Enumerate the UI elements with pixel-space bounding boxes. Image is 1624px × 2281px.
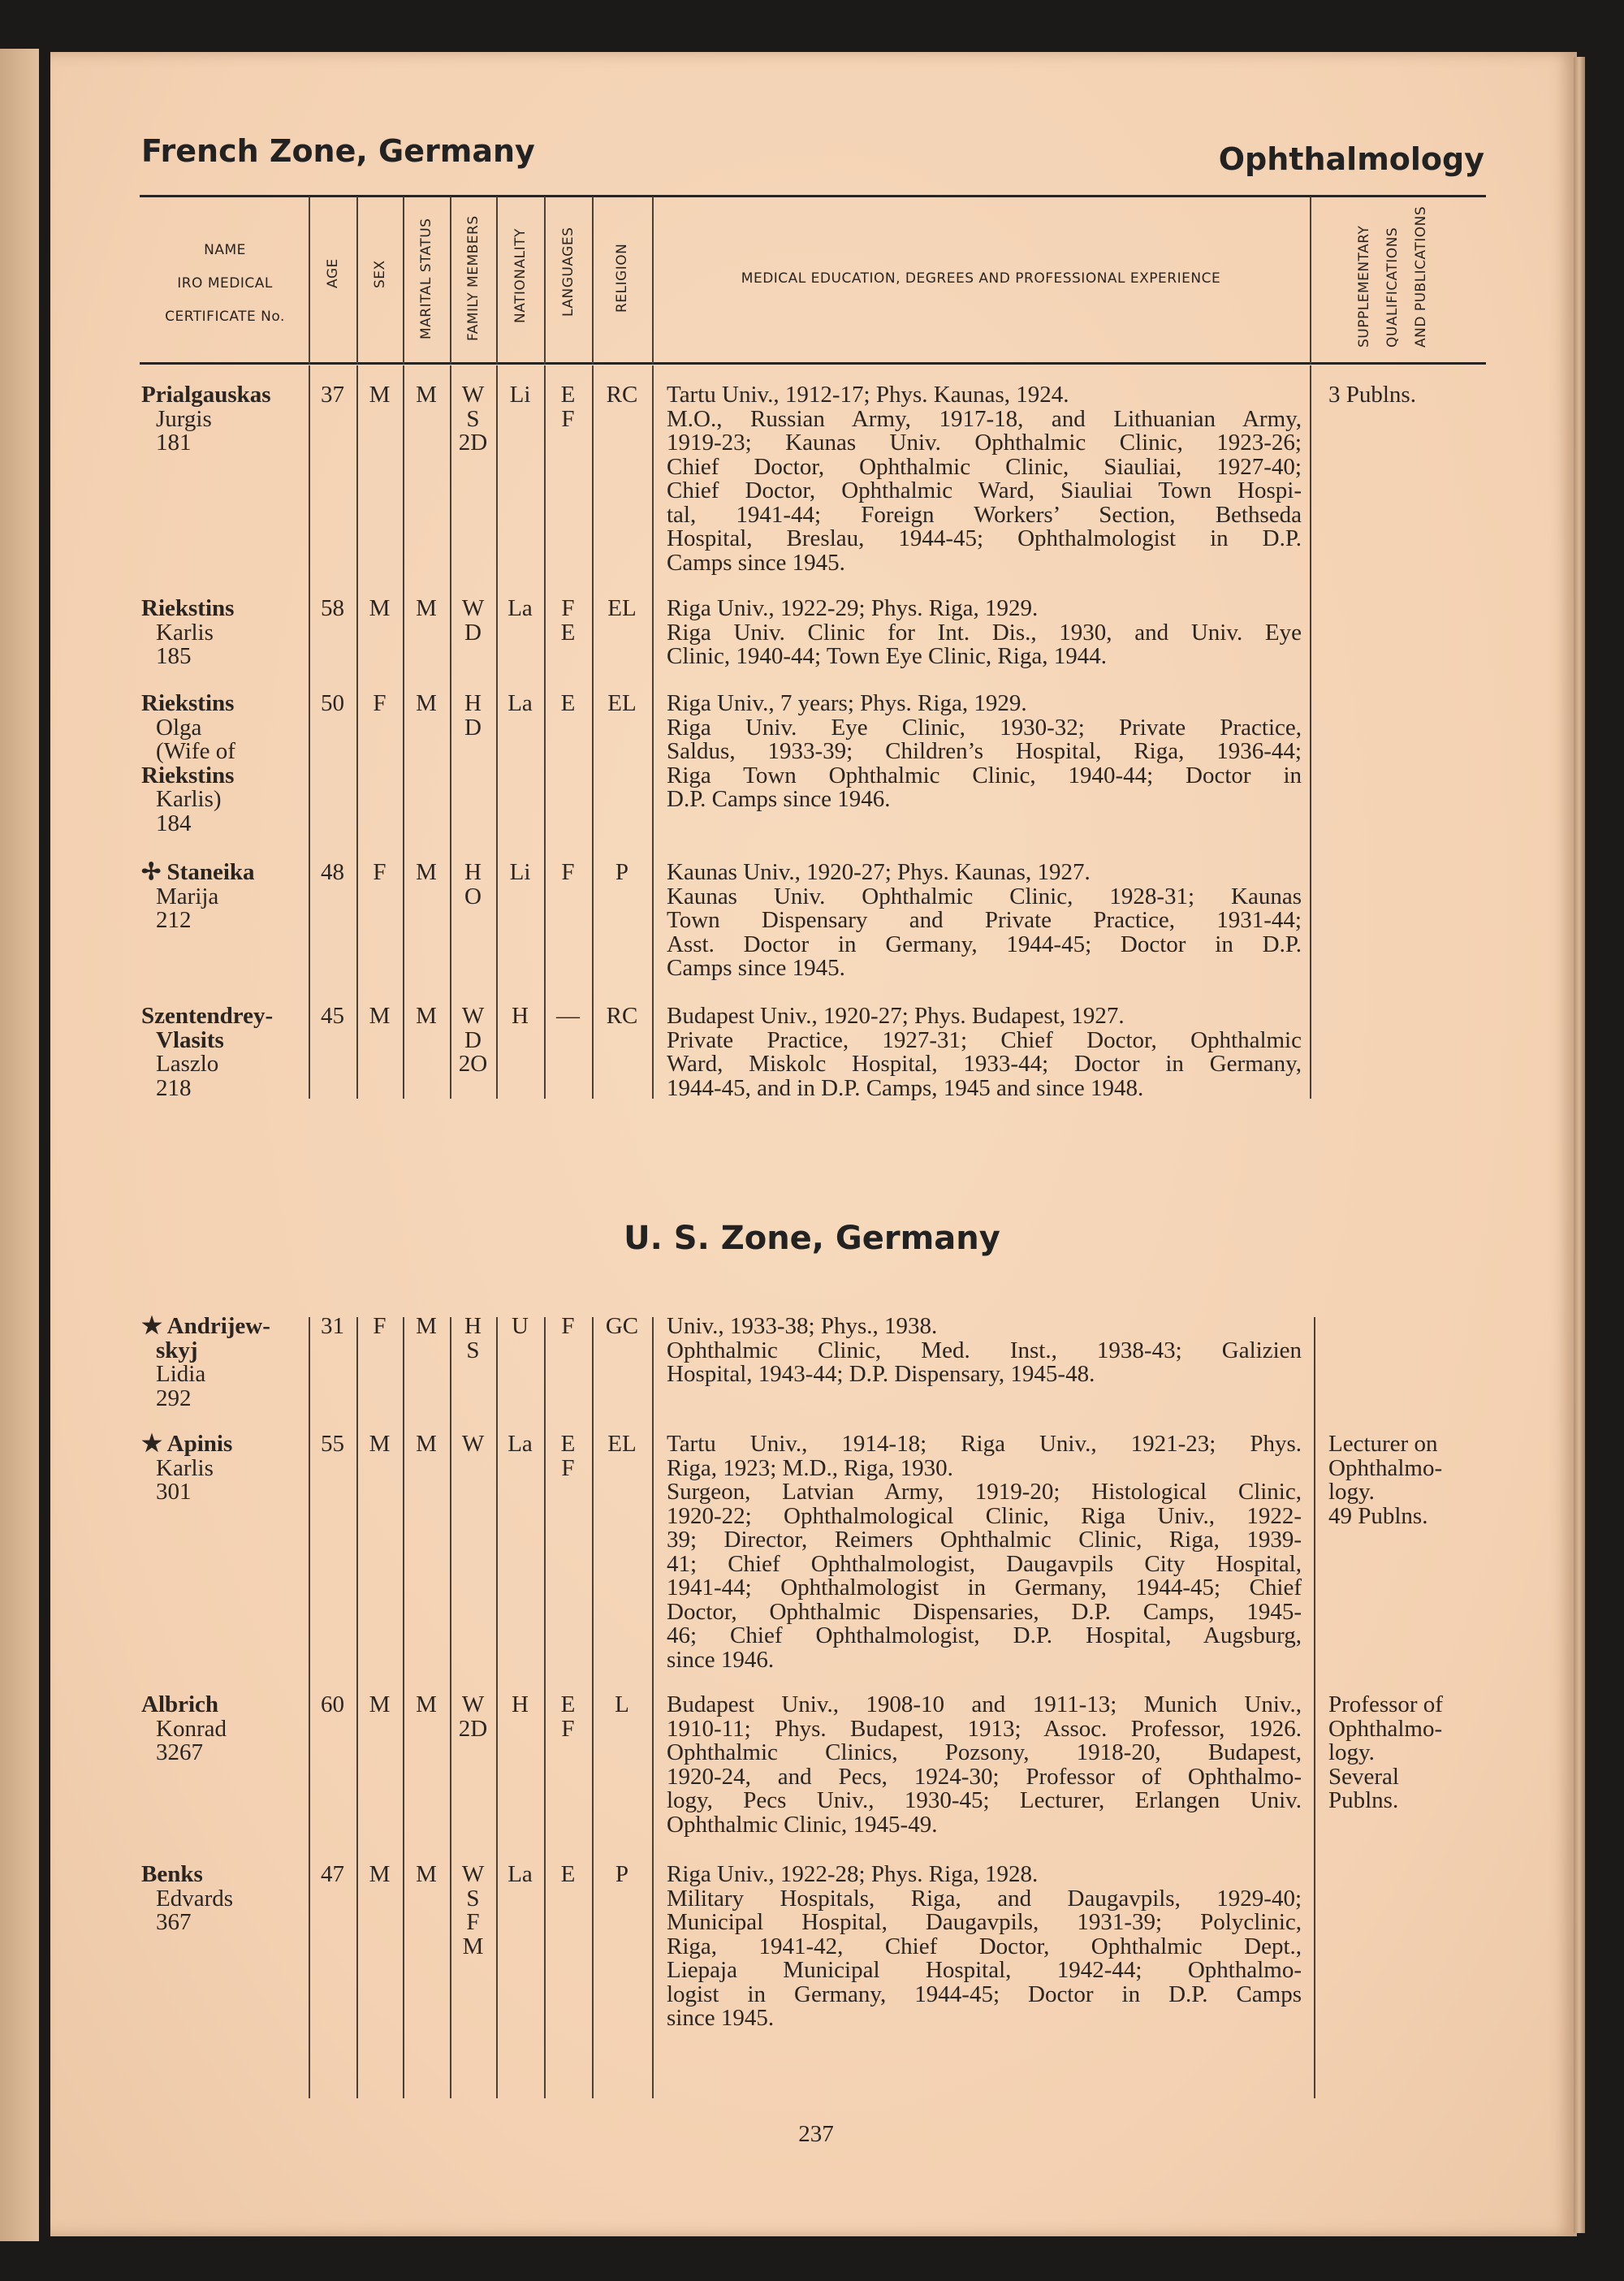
marital-value: M xyxy=(416,382,437,408)
languages-value: E xyxy=(560,690,576,716)
age-cell xyxy=(309,692,356,716)
description-line: Doctor, Ophthalmic Dispensaries, D.P. Camps, 1945- xyxy=(667,1598,1302,1625)
sex-cell xyxy=(356,1004,403,1029)
description-line: Chief Doctor, Ophthalmic Clinic, Siauliai, 1927-40; xyxy=(667,453,1302,480)
name-line: 185 xyxy=(156,643,192,669)
column-divider xyxy=(309,365,310,1099)
description-line: 1920-24, and Pecs, 1924-30; Professor of Ophthalmo- xyxy=(667,1763,1302,1790)
nationality-value: Li xyxy=(509,859,531,885)
column-divider xyxy=(592,197,594,364)
name-line: Karlis xyxy=(156,619,214,646)
description-line: Private Practice, 1927-31; Chief Doctor, Ophthalmic xyxy=(667,1026,1302,1053)
description-line: Hospital, Breslau, 1944-45; Ophthalmologist in D.P. xyxy=(667,525,1302,551)
languages-cell xyxy=(544,692,592,716)
family-value: W xyxy=(461,1861,485,1887)
religion-value: EL xyxy=(607,690,637,716)
description-line: Riga Univ., 1922-29; Phys. Riga, 1929. xyxy=(667,595,1039,621)
surname: Riekstins xyxy=(141,762,235,788)
marital-value: M xyxy=(416,1003,437,1029)
marital-value: M xyxy=(416,1861,437,1887)
nationality-value: La xyxy=(508,595,533,621)
nationality-cell xyxy=(496,861,544,885)
age-value: 55 xyxy=(321,1431,344,1457)
religion-cell xyxy=(592,692,652,716)
column-divider xyxy=(1314,1317,1315,2098)
description-line: Riga Univ., 1922-28; Phys. Riga, 1928. xyxy=(667,1861,1039,1887)
name-line: Karlis xyxy=(156,1454,214,1481)
supplementary-line: logy. xyxy=(1328,1739,1375,1765)
name-cell xyxy=(141,1004,309,1100)
name-cell xyxy=(141,861,309,933)
nationality-cell xyxy=(496,1315,544,1339)
nationality-cell xyxy=(496,692,544,716)
name-line: Karlis) xyxy=(156,786,222,812)
nationality-cell xyxy=(496,383,544,408)
family-value: 2O xyxy=(458,1051,488,1077)
name-line: 184 xyxy=(156,810,192,836)
religion-cell xyxy=(592,1315,652,1339)
description-line: logist in Germany, 1944-45; Doctor in D.P. Camps xyxy=(667,1981,1302,2007)
nationality-value: La xyxy=(508,690,533,716)
marital-cell xyxy=(403,692,450,716)
supplementary-line: Ophthalmo- xyxy=(1328,1715,1443,1742)
column-divider xyxy=(652,1317,654,2098)
description-line: Asst. Doctor in Germany, 1944-45; Doctor in D.P. xyxy=(667,931,1302,957)
family-value: W xyxy=(461,1691,485,1717)
column-header-name-line: CERTIFICATE No. xyxy=(165,309,285,325)
surname: Szentendrey- xyxy=(141,1003,274,1029)
family-cell xyxy=(450,1863,496,1959)
supplementary-cell xyxy=(1328,1693,1491,1813)
religion-value: EL xyxy=(607,1431,637,1457)
description-line: 1941-44; Ophthalmologist in Germany, 1944-45; Chief xyxy=(667,1575,1302,1601)
column-divider xyxy=(403,365,404,1099)
surname: Riekstins xyxy=(141,595,235,621)
marital-value: M xyxy=(416,690,437,716)
name-line: Lidia xyxy=(156,1361,206,1387)
sex-cell xyxy=(356,1693,403,1717)
description-line: D.P. Camps since 1946. xyxy=(667,786,891,812)
surname: skyj xyxy=(156,1337,198,1363)
age-value: 60 xyxy=(321,1691,344,1717)
sex-cell xyxy=(356,1863,403,1887)
family-value: H xyxy=(464,859,482,885)
running-header-left: French Zone, Germany xyxy=(141,133,535,169)
description-cell xyxy=(667,692,1302,812)
description-line: Riga Univ. Clinic for Int. Dis., 1930, and Univ. Eye xyxy=(667,619,1302,646)
languages-value: E xyxy=(560,1431,576,1457)
age-cell xyxy=(309,861,356,885)
description-line: logy, Pecs Univ., 1930-45; Lecturer, Erlangen Univ. xyxy=(667,1787,1302,1813)
column-header-supplementary-1: SUPPLEMENTARY xyxy=(1356,225,1372,348)
marital-value: M xyxy=(416,595,437,621)
languages-cell xyxy=(544,861,592,885)
languages-value: F xyxy=(561,1313,575,1339)
marital-value: M xyxy=(416,1313,437,1339)
surname: ★ Apinis xyxy=(141,1431,233,1457)
description-line: Town Dispensary and Private Practice, 1931-44; xyxy=(667,907,1302,933)
column-header-name-line: IRO MEDICAL xyxy=(177,275,273,292)
sex-cell xyxy=(356,383,403,408)
name-cell xyxy=(141,1432,309,1505)
religion-cell xyxy=(592,383,652,408)
column-divider xyxy=(356,365,358,1099)
column-header-name xyxy=(141,234,309,334)
family-cell xyxy=(450,597,496,645)
description-line: Municipal Hospital, Daugavpils, 1931-39; Polyclinic, xyxy=(667,1909,1302,1935)
marital-cell xyxy=(403,1432,450,1457)
description-line: 39; Director, Reimers Ophthalmic Clinic, Riga, 1939- xyxy=(667,1527,1302,1553)
languages-value: F xyxy=(561,1715,575,1742)
languages-value: E xyxy=(560,1861,576,1887)
nationality-cell xyxy=(496,1863,544,1887)
religion-value: GC xyxy=(605,1313,639,1339)
supplementary-cell xyxy=(1328,383,1491,408)
family-value: 2D xyxy=(458,430,488,456)
sex-value: F xyxy=(373,690,387,716)
surname: Albrich xyxy=(141,1691,219,1717)
age-cell xyxy=(309,597,356,621)
languages-cell xyxy=(544,597,592,645)
name-line: Marija xyxy=(156,883,219,909)
page-number: 237 xyxy=(798,2121,834,2147)
column-divider xyxy=(309,197,310,364)
sex-value: M xyxy=(369,1861,391,1887)
description-line: Budapest Univ., 1920-27; Phys. Budapest, 1927. xyxy=(667,1003,1125,1029)
languages-cell xyxy=(544,1432,592,1480)
column-divider xyxy=(450,197,451,364)
supplementary-line: logy. xyxy=(1328,1479,1375,1505)
previous-page-edge xyxy=(0,49,39,2241)
marital-cell xyxy=(403,1693,450,1717)
age-cell xyxy=(309,1863,356,1887)
marital-cell xyxy=(403,383,450,408)
religion-cell xyxy=(592,1432,652,1457)
description-line: 46; Chief Ophthalmologist, D.P. Hospital, Augsburg, xyxy=(667,1622,1302,1648)
name-line: Jurgis xyxy=(156,405,212,432)
sex-value: M xyxy=(369,382,391,408)
sex-cell xyxy=(356,1432,403,1457)
description-line: Ophthalmic Clinics, Pozsony, 1918-20, Budapest, xyxy=(667,1739,1302,1765)
description-line: 1910-11; Phys. Budapest, 1913; Assoc. Professor, 1926. xyxy=(667,1715,1302,1742)
nationality-cell xyxy=(496,597,544,621)
column-header-rule xyxy=(140,362,1486,365)
description-line: Chief Doctor, Ophthalmic Ward, Siauliai Town Hospi- xyxy=(667,477,1302,503)
column-divider xyxy=(652,197,654,364)
surname: ★ Andrijew- xyxy=(141,1313,270,1339)
supplementary-line: 3 Publns. xyxy=(1328,382,1416,408)
surname: Riekstins xyxy=(141,690,235,716)
name-line: (Wife of xyxy=(156,738,235,764)
age-cell xyxy=(309,383,356,408)
sex-value: M xyxy=(369,1003,391,1029)
column-divider xyxy=(544,197,546,364)
name-line: 181 xyxy=(156,430,192,456)
header-rule xyxy=(140,195,1486,197)
religion-value: RC xyxy=(606,382,638,408)
description-line: Univ., 1933-38; Phys., 1938. xyxy=(667,1313,938,1339)
marital-cell xyxy=(403,861,450,885)
sex-cell xyxy=(356,1315,403,1339)
family-value: D xyxy=(464,619,482,646)
column-divider xyxy=(356,197,358,364)
description-cell xyxy=(667,597,1302,669)
family-cell xyxy=(450,1432,496,1457)
family-value: D xyxy=(464,1026,482,1053)
languages-cell xyxy=(544,1004,592,1029)
name-cell xyxy=(141,1693,309,1765)
description-cell xyxy=(667,861,1302,981)
name-line: 367 xyxy=(156,1909,192,1935)
family-value: W xyxy=(461,1003,485,1029)
family-value: 2D xyxy=(458,1715,488,1742)
supplementary-line: Ophthalmo- xyxy=(1328,1454,1443,1481)
description-line: Surgeon, Latvian Army, 1919-20; Histological Clinic, xyxy=(667,1479,1302,1505)
religion-value: P xyxy=(615,859,629,885)
nationality-cell xyxy=(496,1693,544,1717)
sex-value: F xyxy=(373,859,387,885)
description-line: Camps since 1945. xyxy=(667,549,845,576)
column-header-supplementary-3: AND PUBLICATIONS xyxy=(1413,205,1429,348)
column-divider xyxy=(403,197,404,364)
description-cell xyxy=(667,383,1302,575)
name-line: 292 xyxy=(156,1385,192,1411)
column-header-sex: SEX xyxy=(372,260,388,288)
description-line: Kaunas Univ., 1920-27; Phys. Kaunas, 1927. xyxy=(667,859,1091,885)
family-cell xyxy=(450,692,496,740)
description-cell xyxy=(667,1315,1302,1387)
age-cell xyxy=(309,1693,356,1717)
family-value: H xyxy=(464,690,482,716)
languages-cell xyxy=(544,1693,592,1741)
name-line: 301 xyxy=(156,1479,192,1505)
description-line: Tartu Univ., 1914-18; Riga Univ., 1921-23; Phys. xyxy=(667,1431,1302,1457)
religion-cell xyxy=(592,861,652,885)
description-line: M.O., Russian Army, 1917-18, and Lithuanian Army, xyxy=(667,405,1302,432)
name-line: Laszlo xyxy=(156,1051,219,1077)
family-cell xyxy=(450,383,496,456)
family-value: F xyxy=(466,1909,480,1935)
sex-cell xyxy=(356,597,403,621)
sex-value: M xyxy=(369,1431,391,1457)
description-line: Riga Town Ophthalmic Clinic, 1940-44; Doctor in xyxy=(667,762,1302,788)
column-header-religion: RELIGION xyxy=(614,243,630,313)
family-value: W xyxy=(461,1431,485,1457)
family-value: S xyxy=(466,1885,480,1912)
family-value: W xyxy=(461,382,485,408)
languages-value: F xyxy=(561,859,575,885)
sex-value: F xyxy=(373,1313,387,1339)
description-line: Riga, 1941-42, Chief Doctor, Ophthalmic Dept., xyxy=(667,1933,1302,1959)
religion-cell xyxy=(592,597,652,621)
languages-cell xyxy=(544,1863,592,1887)
marital-cell xyxy=(403,1863,450,1887)
column-header-description: MEDICAL EDUCATION, DEGREES AND PROFESSIONAL EXPERIENCE xyxy=(741,270,1221,287)
description-line: 1944-45, and in D.P. Camps, 1945 and since 1948. xyxy=(667,1074,1144,1101)
description-line: Ophthalmic Clinic, 1945-49. xyxy=(667,1811,938,1838)
supplementary-line: Several xyxy=(1328,1763,1399,1790)
sex-cell xyxy=(356,692,403,716)
name-line: Edvards xyxy=(156,1885,234,1912)
religion-value: L xyxy=(615,1691,629,1717)
column-divider xyxy=(496,365,498,1099)
description-line: Ophthalmic Clinic, Med. Inst., 1938-43; Galizien xyxy=(667,1337,1302,1363)
marital-cell xyxy=(403,597,450,621)
description-line: Liepaja Municipal Hospital, 1942-44; Ophthalmo- xyxy=(667,1957,1302,1983)
name-cell xyxy=(141,383,309,456)
description-line: Clinic, 1940-44; Town Eye Clinic, Riga, 1944. xyxy=(667,643,1107,669)
column-divider xyxy=(652,365,654,1099)
description-line: Riga, 1923; M.D., Riga, 1930. xyxy=(667,1454,953,1481)
name-line: 3267 xyxy=(156,1739,203,1765)
description-line: Camps since 1945. xyxy=(667,955,845,981)
description-line: Budapest Univ., 1908-10 and 1911-13; Munich Univ., xyxy=(667,1691,1302,1717)
supplementary-line: 49 Publns. xyxy=(1328,1502,1428,1529)
family-value: O xyxy=(464,883,482,909)
column-divider xyxy=(592,365,594,1099)
description-line: Tartu Univ., 1912-17; Phys. Kaunas, 1924. xyxy=(667,382,1069,408)
name-cell xyxy=(141,1863,309,1935)
age-value: 48 xyxy=(321,859,344,885)
description-line: Hospital, 1943-44; D.P. Dispensary, 1945-48. xyxy=(667,1361,1095,1387)
name-cell xyxy=(141,692,309,836)
age-value: 58 xyxy=(321,595,344,621)
marital-value: M xyxy=(416,1431,437,1457)
family-value: S xyxy=(466,405,480,432)
languages-value: E xyxy=(560,382,576,408)
age-value: 31 xyxy=(321,1313,344,1339)
marital-cell xyxy=(403,1004,450,1029)
running-header-right: Ophthalmology xyxy=(1218,141,1484,177)
languages-value: F xyxy=(561,1454,575,1481)
family-cell xyxy=(450,861,496,909)
family-value: W xyxy=(461,595,485,621)
nationality-value: H xyxy=(512,1691,529,1717)
age-value: 47 xyxy=(321,1861,344,1887)
nationality-value: Li xyxy=(509,382,531,408)
marital-cell xyxy=(403,1315,450,1339)
column-header-nationality: NATIONALITY xyxy=(512,228,529,323)
marital-value: M xyxy=(416,1691,437,1717)
age-value: 50 xyxy=(321,690,344,716)
description-line: 1920-22; Ophthalmological Clinic, Riga Univ., 1922- xyxy=(667,1502,1302,1529)
description-cell xyxy=(667,1004,1302,1100)
age-value: 37 xyxy=(321,382,344,408)
description-line: Riga Univ. Eye Clinic, 1930-32; Private Practice, xyxy=(667,714,1302,741)
column-divider xyxy=(1310,365,1311,1099)
column-divider xyxy=(544,365,546,1099)
description-line: Kaunas Univ. Ophthalmic Clinic, 1928-31; Kaunas xyxy=(667,883,1302,909)
supplementary-line: Lecturer on xyxy=(1328,1431,1438,1457)
description-line: Ward, Miskolc Hospital, 1933-44; Doctor in Germany, xyxy=(667,1051,1302,1077)
age-cell xyxy=(309,1432,356,1457)
section-title-us-zone: U. S. Zone, Germany xyxy=(624,1220,1000,1257)
surname: ✢ Staneika xyxy=(141,859,255,885)
marital-value: M xyxy=(416,859,437,885)
column-header-age: AGE xyxy=(325,258,341,288)
nationality-value: H xyxy=(512,1003,529,1029)
family-cell xyxy=(450,1693,496,1741)
religion-value: EL xyxy=(607,595,637,621)
name-line: Olga xyxy=(156,714,202,741)
name-cell xyxy=(141,1315,309,1411)
sex-cell xyxy=(356,861,403,885)
nationality-value: La xyxy=(508,1431,533,1457)
languages-cell xyxy=(544,1315,592,1339)
languages-value: F xyxy=(561,595,575,621)
column-header-family-members: FAMILY MEMBERS xyxy=(465,215,482,341)
surname: Benks xyxy=(141,1861,203,1887)
column-header-marital-status: MARITAL STATUS xyxy=(418,218,434,339)
description-cell xyxy=(667,1693,1302,1837)
surname: Vlasits xyxy=(156,1026,224,1053)
column-header-languages: LANGUAGES xyxy=(560,227,577,317)
religion-cell xyxy=(592,1004,652,1029)
name-line: Konrad xyxy=(156,1715,227,1742)
nationality-cell xyxy=(496,1432,544,1457)
surname: Prialgauskas xyxy=(141,382,271,408)
sex-value: M xyxy=(369,595,391,621)
description-line: tal, 1941-44; Foreign Workers’ Section, Bethseda xyxy=(667,501,1302,528)
nationality-value: U xyxy=(512,1313,529,1339)
religion-value: RC xyxy=(606,1003,638,1029)
description-line: Saldus, 1933-39; Children’s Hospital, Riga, 1936-44; xyxy=(667,738,1302,764)
column-divider xyxy=(1310,197,1311,364)
age-cell xyxy=(309,1315,356,1339)
family-value: H xyxy=(464,1313,482,1339)
description-line: Military Hospitals, Riga, and Daugavpils, 1929-40; xyxy=(667,1885,1302,1912)
description-line: Riga Univ., 7 years; Phys. Riga, 1929. xyxy=(667,690,1027,716)
nationality-cell xyxy=(496,1004,544,1029)
page-edge xyxy=(1574,57,1585,2233)
description-line: since 1946. xyxy=(667,1646,775,1673)
supplementary-line: Professor of xyxy=(1328,1691,1443,1717)
description-cell xyxy=(667,1432,1302,1672)
description-cell xyxy=(667,1863,1302,2031)
sex-value: M xyxy=(369,1691,391,1717)
family-value: M xyxy=(462,1933,484,1959)
description-line: 41; Chief Ophthalmologist, Daugavpils City Hospital, xyxy=(667,1550,1302,1577)
family-value: D xyxy=(464,714,482,741)
column-header-supplementary-2: QUALIFICATIONS xyxy=(1384,227,1401,348)
family-cell xyxy=(450,1315,496,1363)
supplementary-cell xyxy=(1328,1432,1491,1528)
column-divider xyxy=(496,197,498,364)
name-line: 218 xyxy=(156,1074,192,1101)
religion-cell xyxy=(592,1863,652,1887)
family-cell xyxy=(450,1004,496,1077)
languages-value: — xyxy=(556,1003,580,1029)
religion-value: P xyxy=(615,1861,629,1887)
column-header-name-line: NAME xyxy=(204,242,246,258)
age-cell xyxy=(309,1004,356,1029)
languages-value: F xyxy=(561,405,575,432)
name-cell xyxy=(141,597,309,669)
religion-cell xyxy=(592,1693,652,1717)
description-line: 1919-23; Kaunas Univ. Ophthalmic Clinic, 1923-26; xyxy=(667,430,1302,456)
languages-cell xyxy=(544,383,592,431)
name-line: 212 xyxy=(156,907,192,933)
age-value: 45 xyxy=(321,1003,344,1029)
languages-value: E xyxy=(560,619,576,646)
description-line: since 1945. xyxy=(667,2005,775,2031)
supplementary-line: Publns. xyxy=(1328,1787,1399,1813)
languages-value: E xyxy=(560,1691,576,1717)
nationality-value: La xyxy=(508,1861,533,1887)
family-value: S xyxy=(466,1337,480,1363)
